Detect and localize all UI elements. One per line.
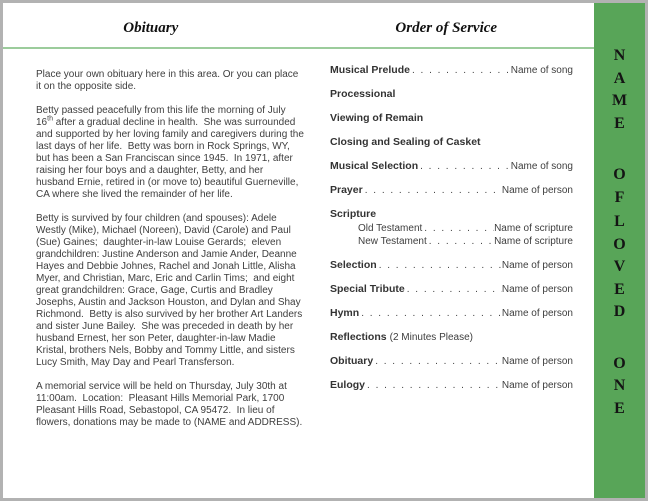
superscript-th: th [47,115,53,123]
order-of-service-header: Order of Service [395,20,498,36]
order-item-special-tribute: Special Tribute . . . Name of person [330,284,573,295]
order-item-viewing-of-remain: Viewing of Remain [330,112,424,124]
green-divider-line [3,47,597,49]
order-item-selection: Selection . . . Name of person [330,260,573,271]
obituary-paragraph-life: Betty passed peacefully from this life the morning of July 16th after a gradual decline in health. She was surrounded and supported by her loving family and caregivers during the last days of her life. Betty was born in Rock Springs, WY, but has been a San Franciscan since 1945. In 1971, after raising her four boys and a daughter, Betty, and her husband Ernie, retired in (or move to) beautiful Guerneville, CA where she lived the remainder of her life. [36,105,307,200]
order-item-musical-prelude: Musical Prelude . . . Name of song [330,65,573,76]
dotted-leader [365,380,502,391]
order-subitem-new-testament: New Testament . . . Name of scripture [358,236,573,247]
obituary-paragraph-service-info: A memorial service will be held on Thursday, July 30th at 11:00am. Location: Pleasant Hills Memorial Park, 1700 Pleasant Hills Road, Sebastopol, CA 95472. In lieu of flowers, donations may be made to (NAME and ADDRESS). [36,381,303,428]
dotted-leader [359,308,502,319]
obituary-placeholder-paragraph: Place your own obituary here in this area. Or you can place it on the opposite side. [36,69,302,92]
dotted-leader [418,161,511,172]
dotted-leader [427,236,494,247]
banner-word-one: ONE [613,354,626,417]
banner-word-of: OF [613,166,626,206]
dotted-leader [377,260,502,271]
order-item-processional: Processional [330,88,396,100]
dotted-leader [405,284,502,295]
page-headers [3,19,594,37]
banner-word-loved: LOVED [613,213,626,320]
order-item-eulogy: Eulogy . . . Name of person [330,380,573,391]
order-item-scripture: Scripture [330,208,377,220]
banner-word-name: NAME [611,47,628,132]
dotted-leader [373,356,502,367]
dotted-leader [410,65,511,76]
order-subitem-old-testament: Old Testament . . . Name of scripture [358,223,573,234]
order-item-reflections: Reflections (2 Minutes Please) [330,331,473,343]
obituary-text-area [36,69,307,441]
order-item-obituary: Obituary . . . Name of person [330,356,573,367]
order-item-closing-casket: Closing and Sealing of Casket [330,136,481,148]
order-of-service-list [330,65,573,404]
order-item-prayer: Prayer . . . Name of person [330,185,573,196]
obituary-header: Obituary [123,20,179,36]
dotted-leader [363,185,502,196]
order-item-musical-selection: Musical Selection . . . Name of song [330,161,573,172]
name-of-loved-one-banner [594,3,645,498]
order-item-hymn: Hymn . . . Name of person [330,308,573,319]
obituary-paragraph-survivors: Betty is survived by four children (and spouses): Adele Westly (Mike), Michael (Noreen), David (Carole) and Paul (Sue) Gaines; daughter-in-law Louise Gerards; eleven grandchildren: Justine Anderson and Jamie Ander, Deanne Hayes and Debbie Johnes, Rachel and Jonah Little, Alisha Myer, and Christian, Marc, Eric and Carlin Tims; and eight great grandchildren: Grace, Gage, Curtis and Bradley Josephs, Austin and Jackson Houston, and Dylan and Shay Richmond. Betty is also survived by her brother Art Landers and sister June Bailey. She was preceded in death by her husband Ernest, her son Peter, daughter-in-law Madie Kristal, brothers Nels, Bobby and Tommy Little, and sisters Lucy Smith, May Day and Pearl Transferson. [36,213,306,368]
dotted-leader [422,223,494,234]
